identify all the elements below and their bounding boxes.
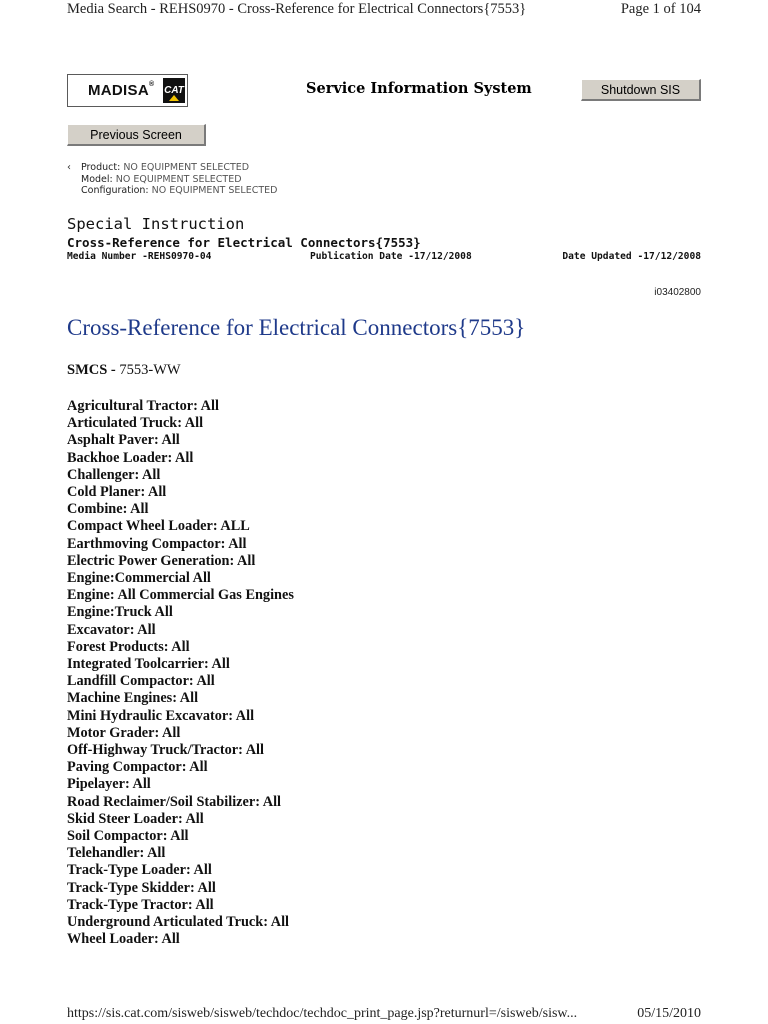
list-item: Articulated Truck: All	[67, 415, 204, 432]
list-item: Excavator: All	[67, 621, 156, 638]
machine-list	[67, 398, 294, 949]
shutdown-sis-button[interactable]: Shutdown SIS	[581, 79, 701, 101]
list-item: Agricultural Tractor: All	[67, 398, 219, 414]
product-row	[67, 162, 277, 174]
list-item: Backhoe Loader: All	[67, 449, 194, 466]
list-item: Off-Highway Truck/Tractor: All	[67, 742, 264, 759]
list-item: Engine: All Commercial Gas Engines	[67, 587, 294, 604]
list-item: Wheel Loader: All	[67, 931, 180, 948]
list-item: Pipelayer: All	[67, 776, 151, 793]
document-type: Special Instruction	[67, 215, 245, 233]
smcs-label: SMCS -	[67, 362, 116, 378]
list-item: Compact Wheel Loader: ALL	[67, 518, 250, 535]
list-item: Soil Compactor: All	[67, 828, 189, 845]
list-item: Earthmoving Compactor: All	[67, 535, 247, 552]
cat-logo-icon: CAT	[163, 78, 185, 103]
list-item: Underground Articulated Truck: All	[67, 914, 290, 931]
equipment-selection	[67, 162, 277, 197]
list-item: Track-Type Tractor: All	[67, 896, 214, 913]
list-item: Forest Products: All	[67, 638, 190, 655]
list-item: Skid Steer Loader: All	[67, 810, 204, 827]
list-item: Cold Planer: All	[67, 484, 167, 501]
configuration-row	[67, 185, 277, 197]
print-header	[0, 0, 768, 22]
list-item: Telehandler: All	[67, 845, 166, 862]
model-value: NO EQUIPMENT SELECTED	[115, 173, 242, 185]
list-item: Asphalt Paver: All	[67, 432, 180, 449]
list-item: Integrated Toolcarrier: All	[67, 656, 230, 673]
product-value: NO EQUIPMENT SELECTED	[123, 162, 250, 173]
configuration-label: Configuration:	[81, 185, 149, 196]
list-item: Combine: All	[67, 501, 149, 518]
list-item: Landfill Compactor: All	[67, 673, 215, 690]
media-number: Media Number -REHS0970-04	[67, 251, 212, 262]
list-item: Track-Type Loader: All	[67, 862, 212, 879]
print-page-number: Page 1 of 104	[620, 1, 701, 17]
madisa-logo-text: MADISA®	[88, 81, 155, 99]
document-subtitle: Cross-Reference for Electrical Connectors{7553}	[67, 235, 421, 250]
list-item: Road Reclaimer/Soil Stabilizer: All	[67, 793, 282, 810]
publication-date: Publication Date -17/12/2008	[310, 251, 472, 262]
smcs-value: 7553-WW	[119, 362, 181, 378]
document-id: i03402800	[654, 287, 701, 298]
list-item: Track-Type Skidder: All	[67, 879, 216, 896]
date-updated: Date Updated -17/12/2008	[562, 251, 701, 262]
list-item: Engine:Commercial All	[67, 570, 211, 587]
list-item: Electric Power Generation: All	[67, 552, 256, 569]
print-header-title: Media Search - REHS0970 - Cross-Reference for Electrical Connectors{7553}	[67, 1, 527, 17]
system-title: Service Information System	[306, 80, 532, 97]
list-item: Challenger: All	[67, 466, 161, 483]
model-row	[67, 174, 277, 186]
madisa-cat-logo	[67, 74, 188, 107]
list-item: Mini Hydraulic Excavator: All	[67, 707, 255, 724]
previous-screen-button[interactable]: Previous Screen	[67, 124, 206, 146]
model-label: Model:	[81, 173, 113, 185]
smcs-code	[67, 362, 181, 379]
page-title: Cross-Reference for Electrical Connectors{7553}	[67, 315, 526, 340]
list-item: Paving Compactor: All	[67, 759, 208, 776]
print-footer-url: https://sis.cat.com/sisweb/sisweb/techdoc/techdoc_print_page.jsp?returnurl=/sisweb/sisw...	[67, 1006, 578, 1021]
list-item: Motor Grader: All	[67, 724, 181, 741]
print-footer-date: 05/15/2010	[637, 1006, 701, 1021]
product-label: Product:	[81, 162, 121, 173]
list-item: Machine Engines: All	[67, 690, 199, 707]
chevron-left-icon[interactable]: ‹	[67, 162, 71, 173]
configuration-value: NO EQUIPMENT SELECTED	[151, 185, 278, 196]
list-item: Engine:Truck All	[67, 604, 173, 621]
